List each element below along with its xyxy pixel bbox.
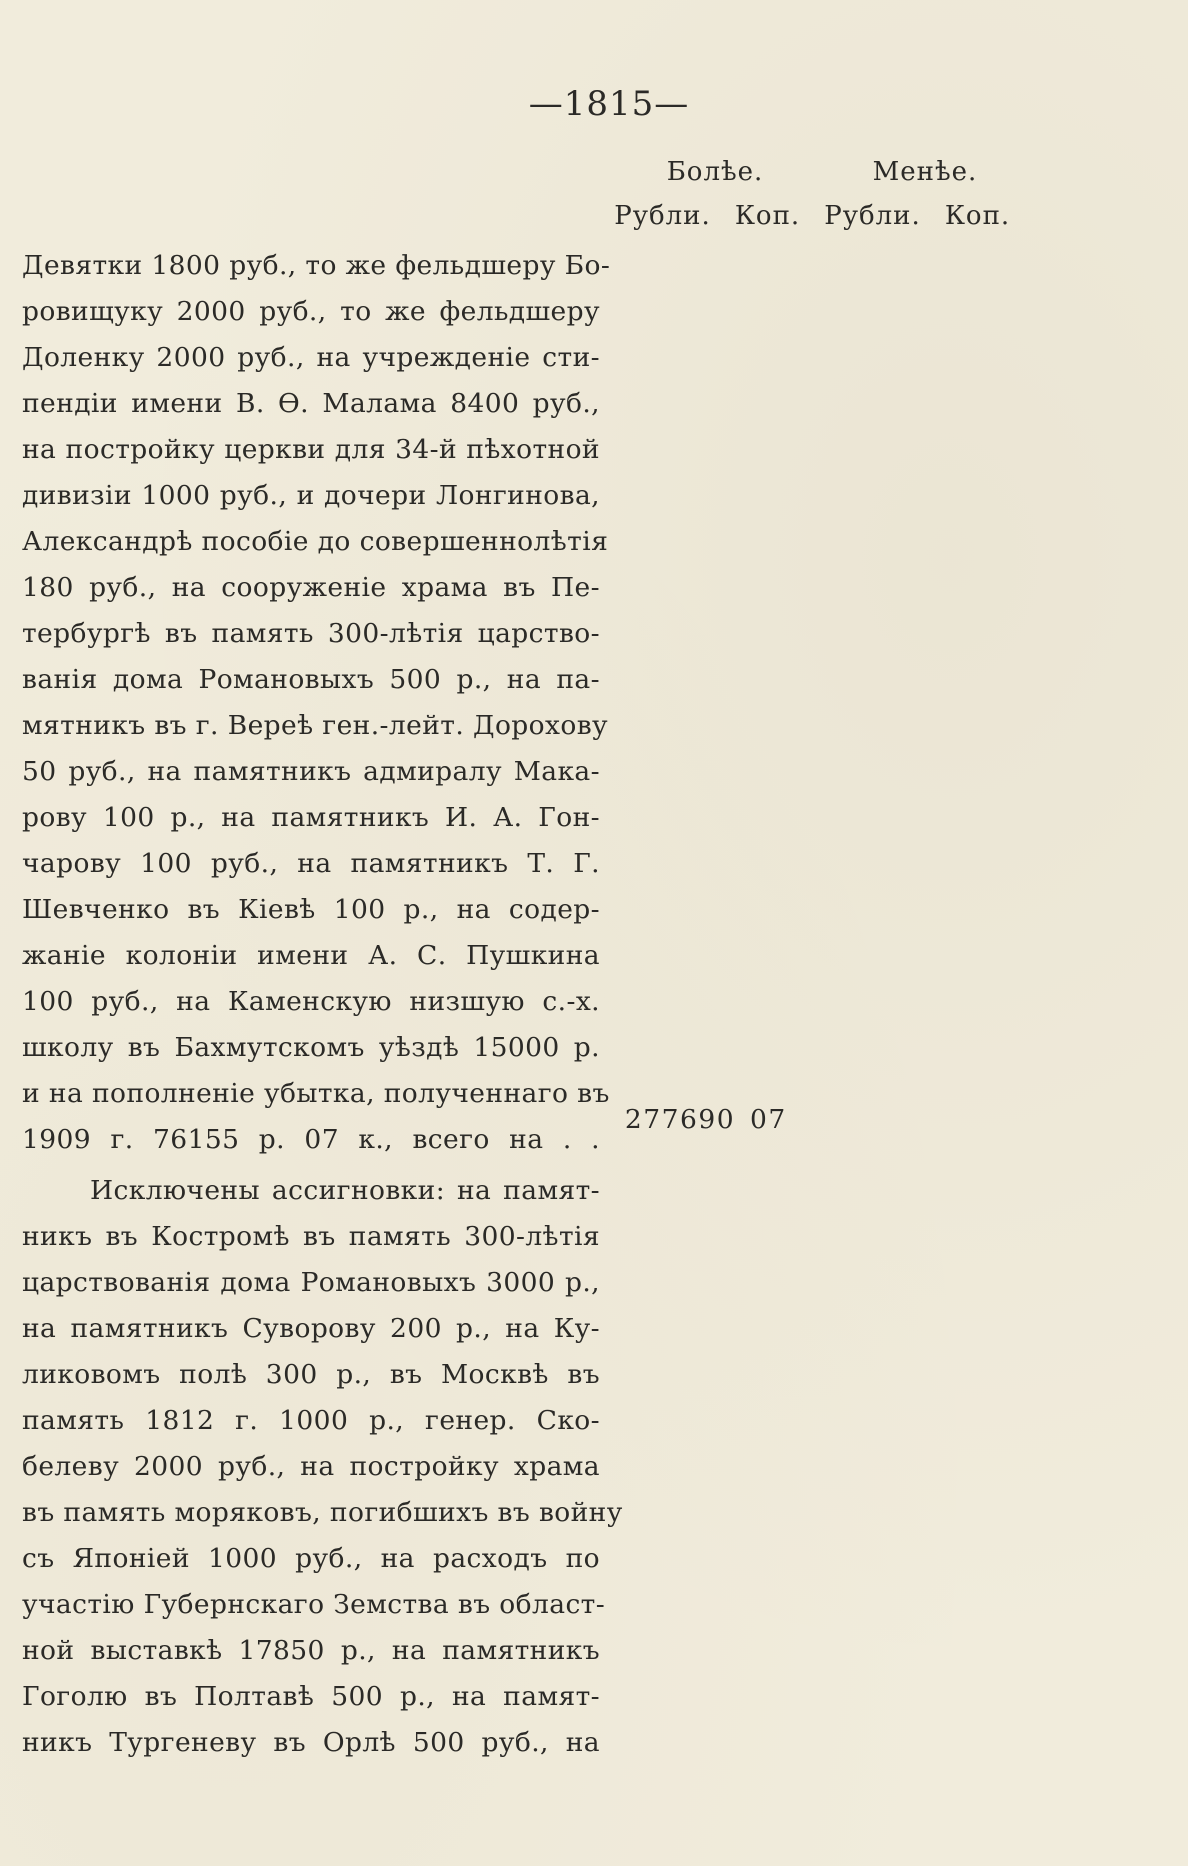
paragraph-1-total: [610, 1097, 800, 1143]
column-unit-labels: [610, 194, 1030, 238]
text-line: ровищуку 2000 руб., то же фельдшеру: [22, 296, 600, 327]
total-rubles: 277690: [624, 1104, 736, 1135]
total-kopecks: 07: [750, 1104, 787, 1135]
text-line: ной выставкѣ 17850 р., на памятникъ: [22, 1635, 600, 1666]
text-line: никъ въ Костромѣ въ память 300-лѣтія: [22, 1221, 600, 1252]
column-more-rubles-label: Рубли.: [614, 201, 711, 231]
text-line: ванія дома Романовыхъ 500 р., на па-: [22, 664, 600, 695]
paragraph-2: [22, 1168, 623, 1766]
text-line: Александрѣ пособіе до совершеннолѣтія: [22, 526, 609, 557]
text-line: мятникъ въ г. Вереѣ ген.-лейт. Дорохову: [22, 710, 609, 741]
text-line: на памятникъ Суворову 200 р., на Ку-: [22, 1313, 600, 1344]
column-less-kopecks-label: Коп.: [944, 201, 1011, 231]
text-line: Доленку 2000 руб., на учрежденіе сти-: [22, 342, 600, 373]
text-line: участію Губернскаго Земства въ област-: [22, 1589, 606, 1620]
page-number: —1815—: [528, 84, 690, 124]
amount-column-headers: [610, 150, 1030, 238]
text-line: память 1812 г. 1000 р., генер. Ско-: [22, 1405, 600, 1436]
text-line: жаніе колоніи имени А. С. Пушкина: [22, 940, 600, 971]
column-less-rubles-label: Рубли.: [824, 201, 921, 231]
text-line: царствованія дома Романовыхъ 3000 р.,: [22, 1267, 600, 1298]
text-line: ликовомъ полѣ 300 р., въ Москвѣ въ: [22, 1359, 600, 1390]
text-line: съ Японіей 1000 руб., на расходъ по: [22, 1543, 600, 1574]
text-line: въ память моряковъ, погибшихъ въ войну: [22, 1497, 623, 1528]
text-line: тербургѣ въ память 300-лѣтія царство-: [22, 618, 600, 649]
text-line: 50 руб., на памятникъ адмиралу Мака-: [22, 756, 600, 787]
text-line: Девятки 1800 руб., то же фельдшеру Бо-: [22, 250, 611, 281]
text-line: Шевченко въ Кіевѣ 100 р., на содер-: [22, 894, 600, 925]
column-less-label: Менѣе.: [872, 157, 978, 187]
text-line: белеву 2000 руб., на постройку храма: [22, 1451, 600, 1482]
column-group-labels: [610, 150, 1030, 194]
text-line: пендіи имени В. Ѳ. Малама 8400 руб.,: [22, 388, 600, 419]
text-line: никъ Тургеневу въ Орлѣ 500 руб., на: [22, 1727, 600, 1758]
text-line: школу въ Бахмутскомъ уѣздѣ 15000 р.: [22, 1032, 600, 1063]
text-line: 1909 г. 76155 р. 07 к., всего на . .: [22, 1124, 600, 1155]
text-line: и на пополненіе убытка, полученнаго въ: [22, 1078, 610, 1109]
body-text: [22, 243, 623, 1766]
column-more-kopecks-label: Коп.: [734, 201, 801, 231]
text-line: на постройку церкви для 34-й пѣхотной: [22, 434, 600, 465]
text-line: чарову 100 руб., на памятникъ Т. Г.: [22, 848, 600, 879]
text-line: Исключены ассигновки: на памят-: [90, 1175, 600, 1206]
text-line: дивизіи 1000 руб., и дочери Лонгинова,: [22, 480, 600, 511]
text-line: рову 100 р., на памятникъ И. А. Гон-: [22, 802, 600, 833]
text-line: Гоголю въ Полтавѣ 500 р., на памят-: [22, 1681, 600, 1712]
paragraph-1: [22, 243, 611, 1163]
text-line: 180 руб., на сооруженіе храма въ Пе-: [22, 572, 600, 603]
column-more-label: Болѣе.: [666, 157, 764, 187]
text-line: 100 руб., на Каменскую низшую с.-х.: [22, 986, 600, 1017]
